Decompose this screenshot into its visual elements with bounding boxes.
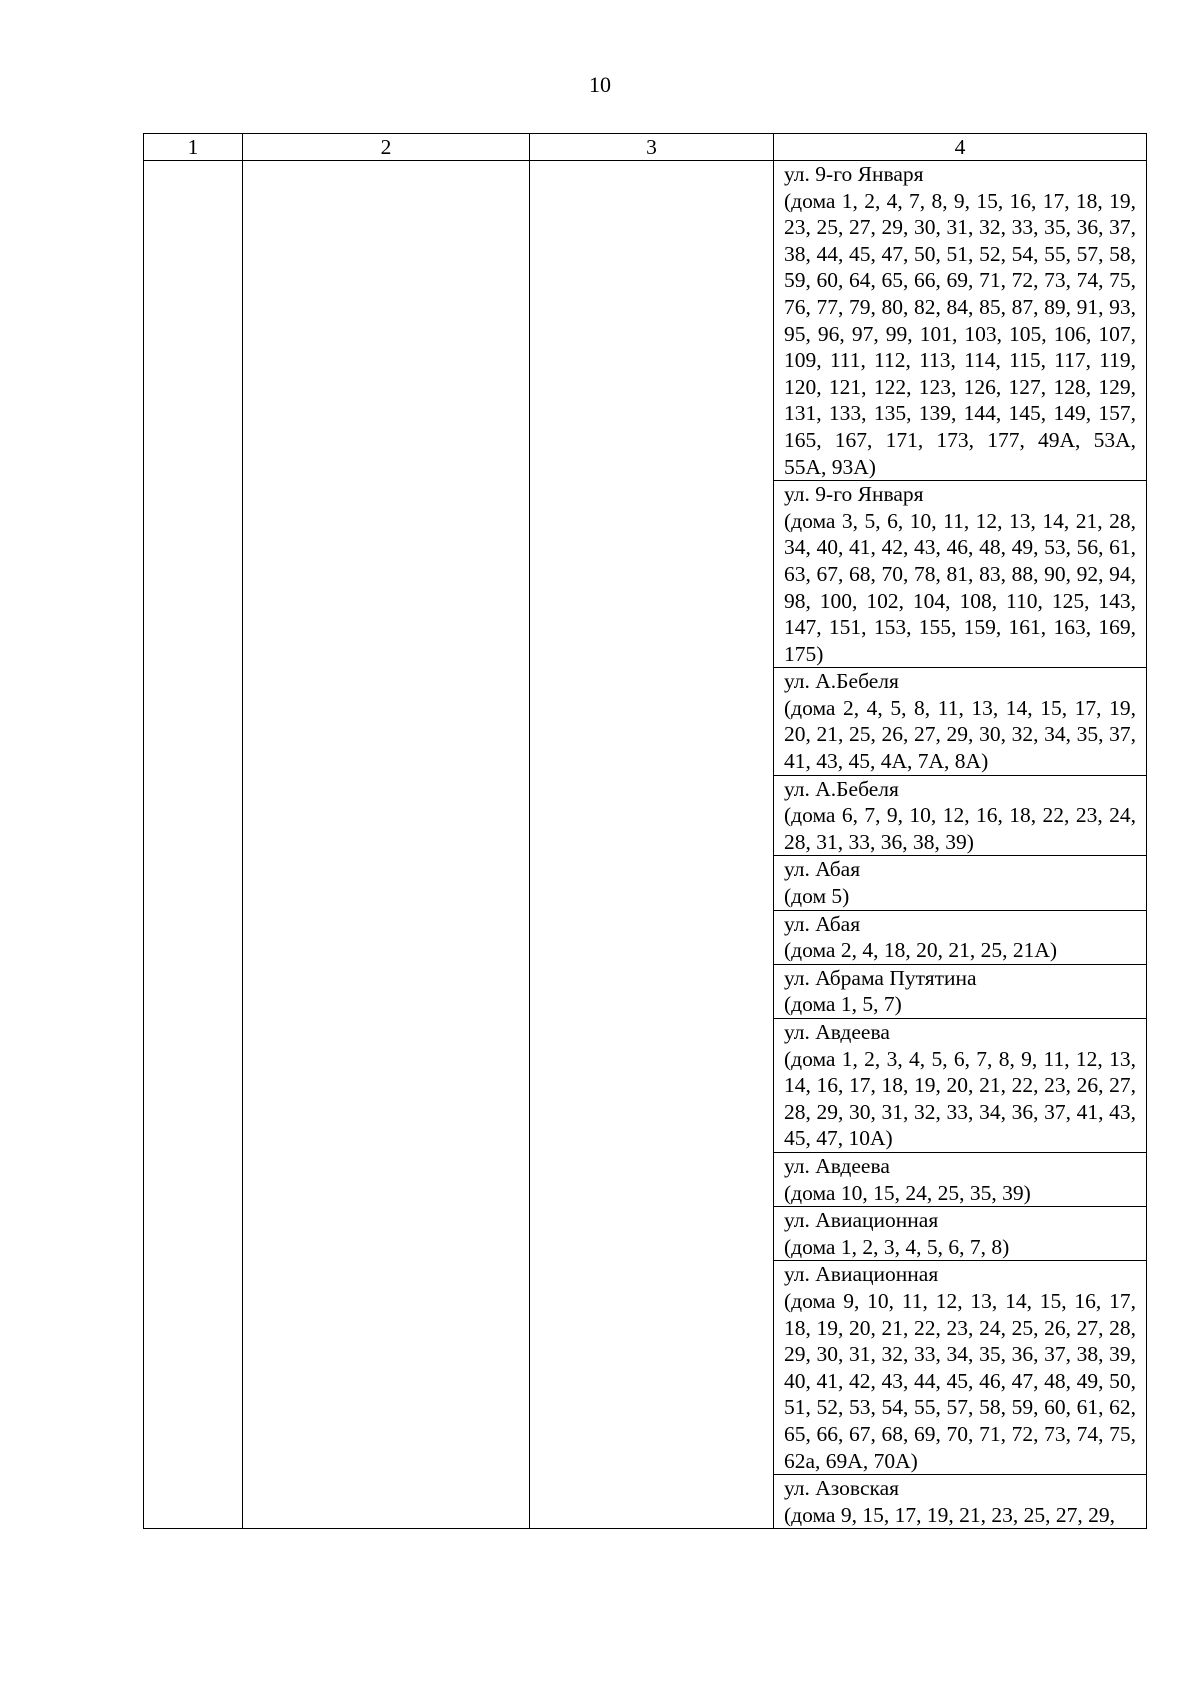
page-number: 10 xyxy=(589,72,611,97)
street-name: ул. Авиационная xyxy=(784,1208,939,1233)
address-cell xyxy=(774,1019,1147,1153)
street-name: ул. Абая xyxy=(784,911,861,936)
house-numbers: (дома 10, 15, 24, 25, 35, 39) xyxy=(784,1180,1031,1205)
column-3-cell xyxy=(530,161,774,1529)
house-numbers: (дом 5) xyxy=(784,884,850,909)
street-name: ул. Абая xyxy=(784,857,861,882)
street-name: ул. Авиационная xyxy=(784,1262,939,1287)
street-name: ул. А.Бебеля xyxy=(784,669,899,694)
column-header-4: 4 xyxy=(774,134,1147,161)
address-cell xyxy=(774,910,1147,964)
address-cell xyxy=(774,964,1147,1018)
column-1-cell xyxy=(144,161,243,1529)
street-name: ул. А.Бебеля xyxy=(784,776,899,801)
house-numbers: (дома 6, 7, 9, 10, 12, 16, 18, 22, 23, 24, 28, 31, 33, 36, 38, 39) xyxy=(784,803,1136,854)
street-name: ул. Авдеева xyxy=(784,1020,890,1044)
column-2-cell xyxy=(243,161,530,1529)
address-cell xyxy=(774,856,1147,910)
house-numbers: (дома 1, 2, 3, 4, 5, 6, 7, 8) xyxy=(784,1234,1010,1259)
house-numbers: (дома 9, 15, 17, 19, 21, 23, 25, 27, 29, xyxy=(784,1502,1115,1527)
address-cell xyxy=(774,1207,1147,1261)
address-cell xyxy=(774,668,1147,775)
street-name: ул. Авдеева xyxy=(784,1153,890,1178)
column-header-2: 2 xyxy=(243,134,530,161)
table-row xyxy=(144,161,1147,481)
address-table xyxy=(143,133,1147,1529)
address-cell xyxy=(774,481,1147,668)
table-header-row xyxy=(144,134,1147,161)
street-name: ул. 9-го Января xyxy=(784,162,924,186)
house-numbers: (дома 3, 5, 6, 10, 11, 12, 13, 14, 21, 28, 34, 40, 41, 42, 43, 46, 48, 49, 53, 56, 61, 63, 67, 68, 70, 78, 81, 83, 88, 90, 92, 94, 98, 100, 102, 104, 108, 110, 125, 143, 147, 151, 153, 155, 159, 161, 163, 169, 175) xyxy=(784,508,1136,666)
house-numbers: (дома 2, 4, 18, 20, 21, 25, 21А) xyxy=(784,938,1058,963)
column-header-1: 1 xyxy=(144,134,243,161)
house-numbers: (дома 1, 2, 4, 7, 8, 9, 15, 16, 17, 18, 19, 23, 25, 27, 29, 30, 31, 32, 33, 35, 36, 37, 38, 44, 45, 47, 50, 51, 52, 54, 55, 57, 58, 59, 60, 64, 65, 66, 69, 71, 72, 73, 74, 75, 76, 77, 79, 80, 82, 84, 85, 87, 89, 91, 93, 95, 96, 97, 99, 101, 103, 105, 106, 107, 109, 111, 112, 113, 114, 115, 117, 119, 120, 121, 122, 123, 126, 127, 128, 129, 131, 133, 135, 139, 144, 145, 149, 157, 165, 167, 171, 173, 177, 49А, 53А, 55А, 93А) xyxy=(784,188,1136,479)
house-numbers: (дома 9, 10, 11, 12, 13, 14, 15, 16, 17, 18, 19, 20, 21, 22, 23, 24, 25, 26, 27, 28, 29, 30, 31, 32, 33, 34, 35, 36, 37, 38, 39, 40, 41, 42, 43, 44, 45, 46, 47, 48, 49, 50, 51, 52, 53, 54, 55, 57, 58, 59, 60, 61, 62, 65, 66, 67, 68, 69, 70, 71, 72, 73, 74, 75, 62а, 69А, 70А) xyxy=(784,1288,1136,1473)
house-numbers: (дома 2, 4, 5, 8, 11, 13, 14, 15, 17, 19, 20, 21, 25, 26, 27, 29, 30, 32, 34, 35, 37, 41, 43, 45, 4А, 7А, 8А) xyxy=(784,695,1136,774)
address-cell xyxy=(774,775,1147,856)
column-header-3: 3 xyxy=(530,134,774,161)
address-cell xyxy=(774,1261,1147,1475)
street-name: ул. Абрама Путятина xyxy=(784,965,977,990)
address-cell xyxy=(774,1152,1147,1206)
address-cell xyxy=(774,1475,1147,1529)
house-numbers: (дома 1, 2, 3, 4, 5, 6, 7, 8, 9, 11, 12, 13, 14, 16, 17, 18, 19, 20, 21, 22, 23, 26, 27, 28, 29, 30, 31, 32, 33, 34, 36, 37, 41, 43, 45, 47, 10А) xyxy=(784,1046,1136,1151)
street-name: ул. Азовская xyxy=(784,1476,900,1501)
address-cell xyxy=(774,161,1147,481)
house-numbers: (дома 1, 5, 7) xyxy=(784,992,902,1017)
street-name: ул. 9-го Января xyxy=(784,482,924,507)
